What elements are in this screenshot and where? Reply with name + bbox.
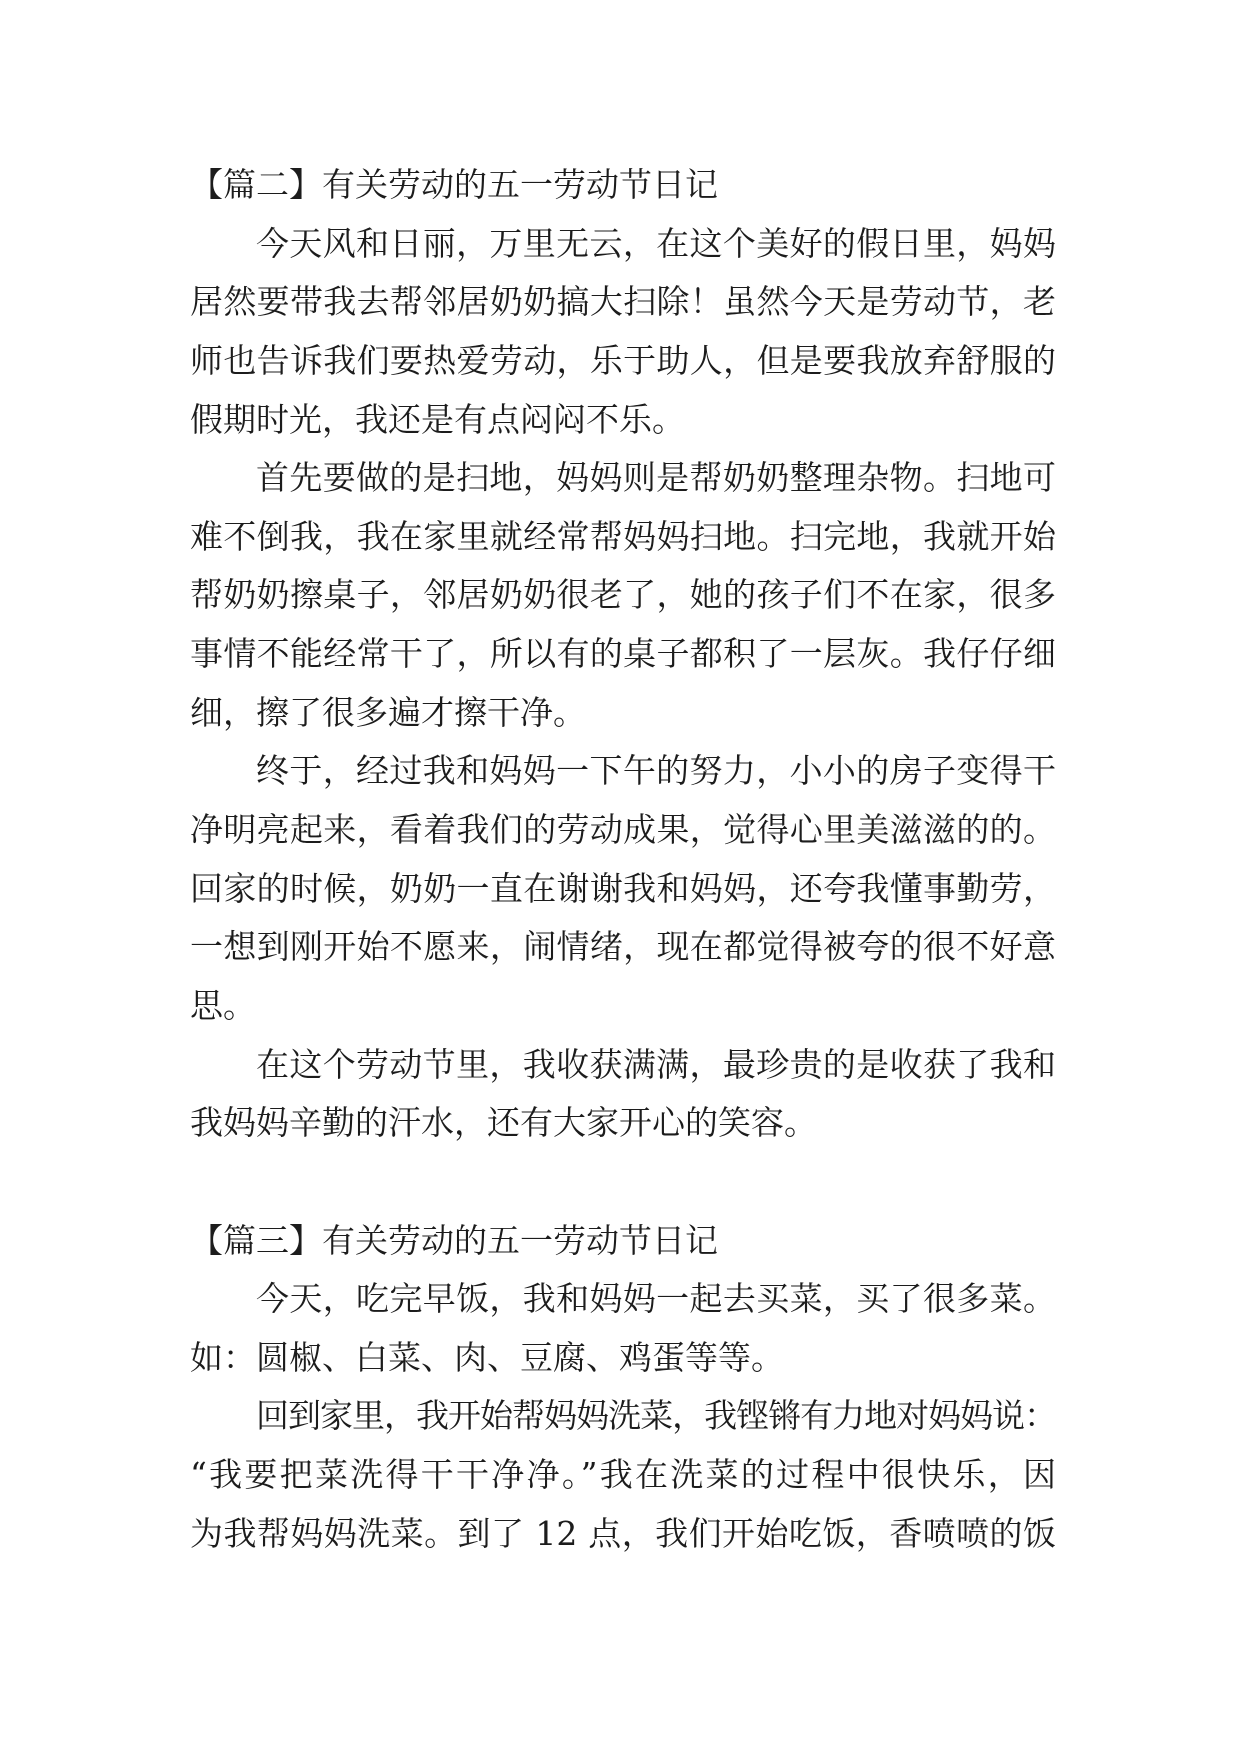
- paragraph-line: 师也告诉我们要热爱劳动，乐于助人，但是要我放弃舒服的: [190, 340, 1056, 380]
- section-heading: 【篇三】有关劳动的五一劳动节日记: [190, 1220, 718, 1260]
- paragraph-line: 事情不能经常干了，所以有的桌子都积了一层灰。我仔仔细: [190, 634, 1056, 674]
- paragraph-line: 如：圆椒、白菜、肉、豆腐、鸡蛋等等。: [190, 1337, 784, 1377]
- paragraph-line: 细，擦了很多遍才擦干净。: [190, 692, 586, 732]
- diary-section: [190, 156, 1056, 1153]
- paragraph-line: 为我帮妈妈洗菜。到了 12 点，我们开始吃饭，香喷喷的饭: [190, 1513, 1056, 1553]
- section-heading: 【篇二】有关劳动的五一劳动节日记: [190, 165, 718, 204]
- paragraph: [190, 1036, 1056, 1153]
- paragraph-line: 回到家里，我开始帮妈妈洗菜，我铿锵有力地对妈妈说：: [256, 1396, 1056, 1436]
- document-body: [190, 156, 1056, 1563]
- paragraph-line: 帮奶奶擦桌子，邻居奶奶很老了，她的孩子们不在家，很多: [190, 575, 1056, 615]
- blank-line: [190, 1153, 1056, 1212]
- paragraph-line: 难不倒我，我在家里就经常帮妈妈扫地。扫完地，我就开始: [190, 516, 1056, 556]
- paragraph-line: 首先要做的是扫地，妈妈则是帮奶奶整理杂物。扫地可: [256, 458, 1056, 498]
- paragraph-line: 在这个劳动节里，我收获满满，最珍贵的是收获了我和: [256, 1044, 1056, 1084]
- diary-section: [190, 1212, 1056, 1564]
- paragraph-line: 今天，吃完早饭，我和妈妈一起去买菜，买了很多菜。: [256, 1279, 1056, 1319]
- paragraph-line: 思。: [190, 985, 256, 1025]
- paragraph-line: 今天风和日丽，万里无云，在这个美好的假日里，妈妈: [256, 223, 1056, 263]
- paragraph-line: 净明亮起来，看着我们的劳动成果，觉得心里美滋滋的的。: [190, 810, 1056, 850]
- paragraph-line: 一想到刚开始不愿来，闹情绪，现在都觉得被夸的很不好意: [190, 927, 1056, 967]
- paragraph: [190, 215, 1056, 450]
- paragraph: [190, 1387, 1056, 1563]
- paragraph-line: 居然要带我去帮邻居奶奶搞大扫除！虽然今天是劳动节，老: [190, 282, 1056, 322]
- paragraph-line: 终于，经过我和妈妈一下午的努力，小小的房子变得干: [256, 751, 1056, 791]
- paragraph: [190, 742, 1056, 1035]
- paragraph-line: 我妈妈辛勤的汗水，还有大家开心的笑容。: [190, 1103, 817, 1143]
- paragraph-line: “我要把菜洗得干干净净。”我在洗菜的过程中很快乐，因: [190, 1455, 1056, 1495]
- paragraph-line: 回家的时候，奶奶一直在谢谢我和妈妈，还夸我懂事勤劳，: [190, 868, 1056, 908]
- paragraph-line: 假期时光，我还是有点闷闷不乐。: [190, 399, 685, 439]
- paragraph: [190, 449, 1056, 742]
- paragraph: [190, 1270, 1056, 1387]
